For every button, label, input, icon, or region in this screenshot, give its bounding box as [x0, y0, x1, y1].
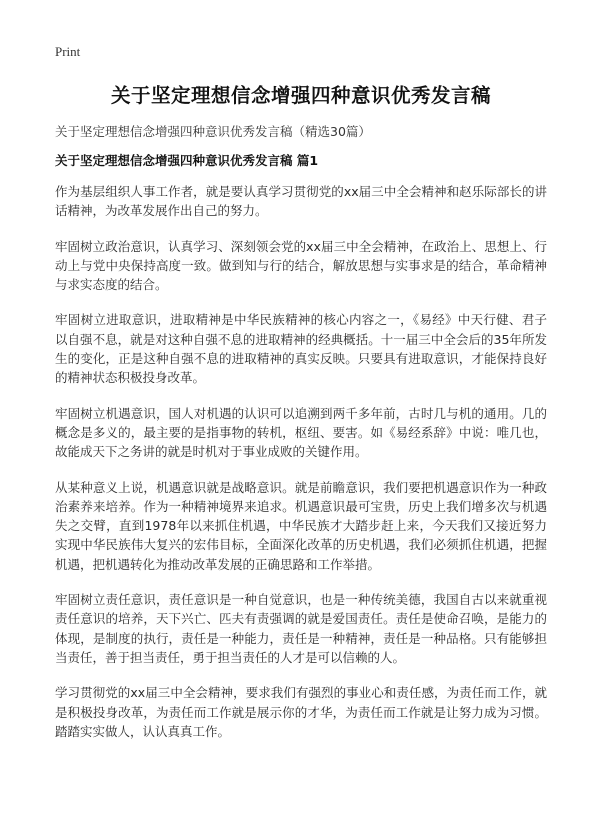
document-body — [55, 182, 547, 757]
paragraph-1: 作为基层组织人事工作者，就是要认真学习贯彻党的xx届三中全会精神和赵乐际部长的讲话精神，为改革发展作出自己的努力。 — [55, 184, 547, 219]
paragraph-2: 牢固树立政治意识，认真学习、深刻领会党的xx届三中全会精神，在政治上、思想上、行动上与党中央保持高度一致。做到知与行的结合，解放思想与实事求是的结合，革命精神与求实态度的结合。 — [55, 238, 547, 293]
paragraph-3: 牢固树立进取意识，进取精神是中华民族精神的核心内容之一，《易经》中天行健、君子以自强不息，就是对这种自强不息的进取精神的经典概括。十一届三中全会后的35年所发生的变化，正是这种自强不息的进取精神的真实反映。只要具有进取意识，才能保持良好的精神状态积极投身改革。 — [55, 312, 547, 386]
paragraph-4: 牢固树立机遇意识，国人对机遇的认识可以追溯到两千多年前，古时几与机的通用。几的概念是多义的，最主要的是指事物的转机，枢纽、要害。如《易经系辞》中说：唯几也，故能成天下之务讲的就是时机对于事业成败的关键作用。 — [55, 405, 547, 460]
paragraph-7: 学习贯彻党的xx届三中全会精神，要求我们有强烈的事业心和责任感，为责任而工作，就是积极投身改革，为责任而工作就是展示你的才华，为责任而工作就是让努力成为习惯。踏踏实实做人，认认真真工作。 — [55, 685, 547, 739]
page-title: 关于坚定理想信念增强四种意识优秀发言稿 — [110, 84, 491, 107]
paragraph-6: 牢固树立责任意识，责任意识是一种自觉意识，也是一种传统美德，我国自古以来就重视责任意识的培养，天下兴亡、匹夫有责强调的就是爱国责任。责任是使命召唤，是能力的体现，是制度的执行，责任是一种能力，责任是一种精神，责任是一种品格。只有能够担当责任，善于担当责任，勇于担当责任的人才是可以信赖的人。 — [55, 592, 547, 665]
section-heading: 关于坚定理想信念增强四种意识优秀发言稿 篇1 — [55, 153, 319, 168]
document-subtitle: 关于坚定理想信念增强四种意识优秀发言稿（精选30篇） — [55, 124, 371, 139]
paragraph-5: 从某种意义上说，机遇意识就是战略意识。就是前瞻意识，我们要把机遇意识作为一种政治素养来培养。作为一种精神境界来追求。机遇意识最可宝贵，历史上我们增多次与机遇失之交臂，直到1978年以来抓住机遇，中华民族才大踏步赶上来，今天我们又接近努力实现中华民族伟大复兴的宏伟目标，全面深化改革的历史机遇，我们必须抓住机遇，把握机遇，把机遇转化为推动改革发展的正确思路和工作举措。 — [55, 479, 547, 572]
print-link[interactable]: Print — [55, 44, 81, 59]
